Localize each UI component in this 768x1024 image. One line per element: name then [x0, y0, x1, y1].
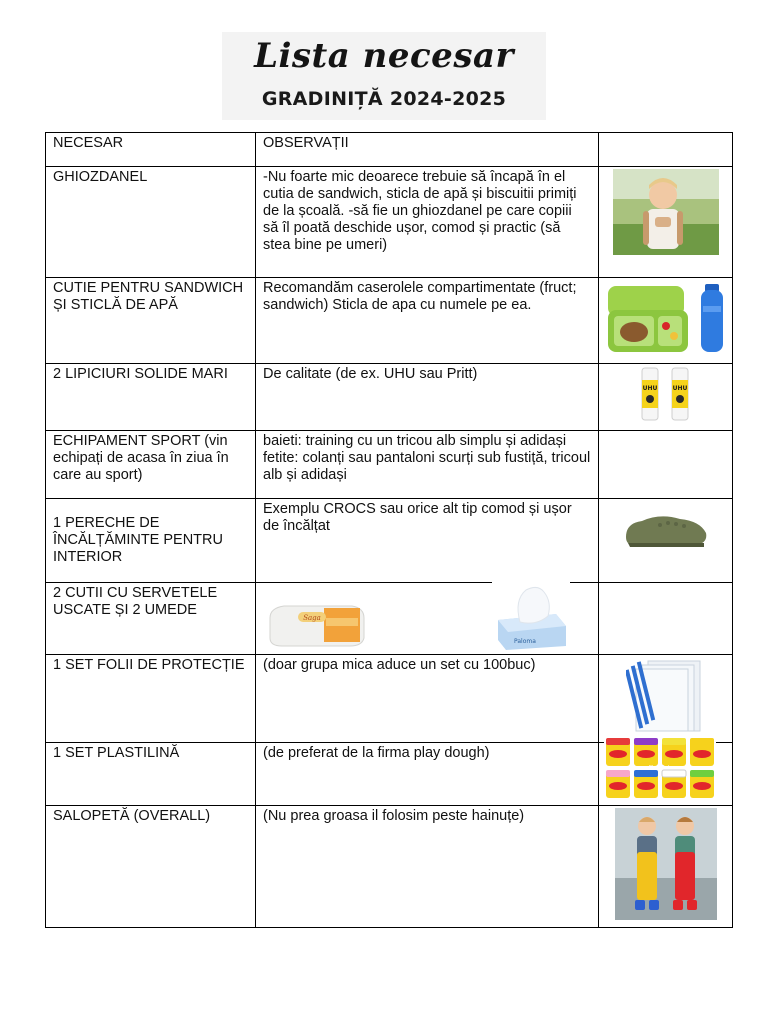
item-name: CUTIE PENTRU SANDWICH ȘI STICLĂ DE APĂ [46, 278, 256, 364]
table-row [46, 167, 733, 278]
kids-in-overalls-photo [615, 808, 717, 920]
table-row [46, 278, 733, 364]
column-header-observatii: OBSERVAȚII [256, 133, 599, 167]
item-name: 1 SET PLASTILINĂ [46, 743, 256, 806]
table-row [46, 806, 733, 928]
item-note: Recomandăm caserolele compartimentate (fruct; sandwich) Sticla de apa cu numele pe ea. [256, 278, 599, 364]
item-name: 2 LIPICIURI SOLIDE MARI [46, 364, 256, 431]
column-header-necesar: NECESAR [46, 133, 256, 167]
play-doh-brand-text: Play-Doh [648, 765, 672, 771]
page-subtitle: GRADINIȚĂ 2024-2025 [261, 88, 507, 110]
item-name: 1 PERECHE DE ÎNCĂLȚĂMINTE PENTRU INTERIOR [46, 499, 256, 583]
child-with-backpack-photo [613, 169, 719, 255]
item-image-cell [599, 431, 733, 499]
table-row [46, 499, 733, 583]
item-image-cell [599, 167, 733, 278]
item-name: 2 CUTII CU SERVETELE USCATE ȘI 2 UMEDE [46, 583, 256, 655]
item-image-cell [599, 583, 733, 655]
item-image-cell [599, 806, 733, 928]
item-name: SALOPETĂ (OVERALL) [46, 806, 256, 928]
item-note: -Nu foarte mic deoarece trebuie să încapă în el cutia de sandwich, sticla de apă și biscuitii primiți de la școală. -să fie un ghiozdanel pe care copiii să îl poată deschide ușor, comod și practic (să stea bine pe umeri) [256, 167, 599, 278]
table-header-row [46, 133, 733, 167]
page-header [222, 32, 546, 120]
item-image-cell [599, 278, 733, 364]
item-note: (Nu prea groasa il folosim peste hainuțe) [256, 806, 599, 928]
tissue-box-photo [492, 580, 570, 652]
item-name: 1 SET FOLII DE PROTECȚIE [46, 655, 256, 743]
column-header-image [599, 133, 733, 167]
item-note: (doar grupa mica aduce un set cu 100buc) [256, 655, 599, 743]
lunchbox-and-bottle-photo [606, 280, 733, 356]
item-note: (de preferat de la firma play dough) [256, 743, 599, 806]
item-image-cell [599, 655, 733, 743]
table-row [46, 655, 733, 743]
glue-brand-text: UHU [672, 385, 687, 392]
page-title: Lista necesar [254, 36, 514, 76]
svg-text:Paloma: Paloma [514, 638, 536, 645]
play-doh-tubs-photo [604, 738, 716, 800]
item-note: baieti: training cu un tricou alb simplu și adidași fetite: colanți sau pantaloni scurți sub fustiță, tricoul alb și adidași [256, 431, 599, 499]
crocs-shoe-photo [620, 501, 712, 553]
item-image-cell [599, 499, 733, 583]
glue-brand-text: UHU [642, 385, 657, 392]
glue-sticks-photo [636, 366, 696, 422]
table-row [46, 364, 733, 431]
item-note: Exemplu CROCS sau orice alt tip comod și ușor de încălțat [256, 499, 599, 583]
wet-wipes-photo [264, 598, 370, 652]
supplies-table [45, 132, 733, 928]
item-image-cell [599, 364, 733, 431]
item-name: GHIOZDANEL [46, 167, 256, 278]
table-row [46, 583, 733, 655]
sheet-protectors-photo [626, 657, 706, 735]
svg-text:Saga: Saga [303, 614, 321, 622]
table-row [46, 431, 733, 499]
item-name: ECHIPAMENT SPORT (vin echipați de acasa în ziua în care au sport) [46, 431, 256, 499]
item-note: De calitate (de ex. UHU sau Pritt) [256, 364, 599, 431]
